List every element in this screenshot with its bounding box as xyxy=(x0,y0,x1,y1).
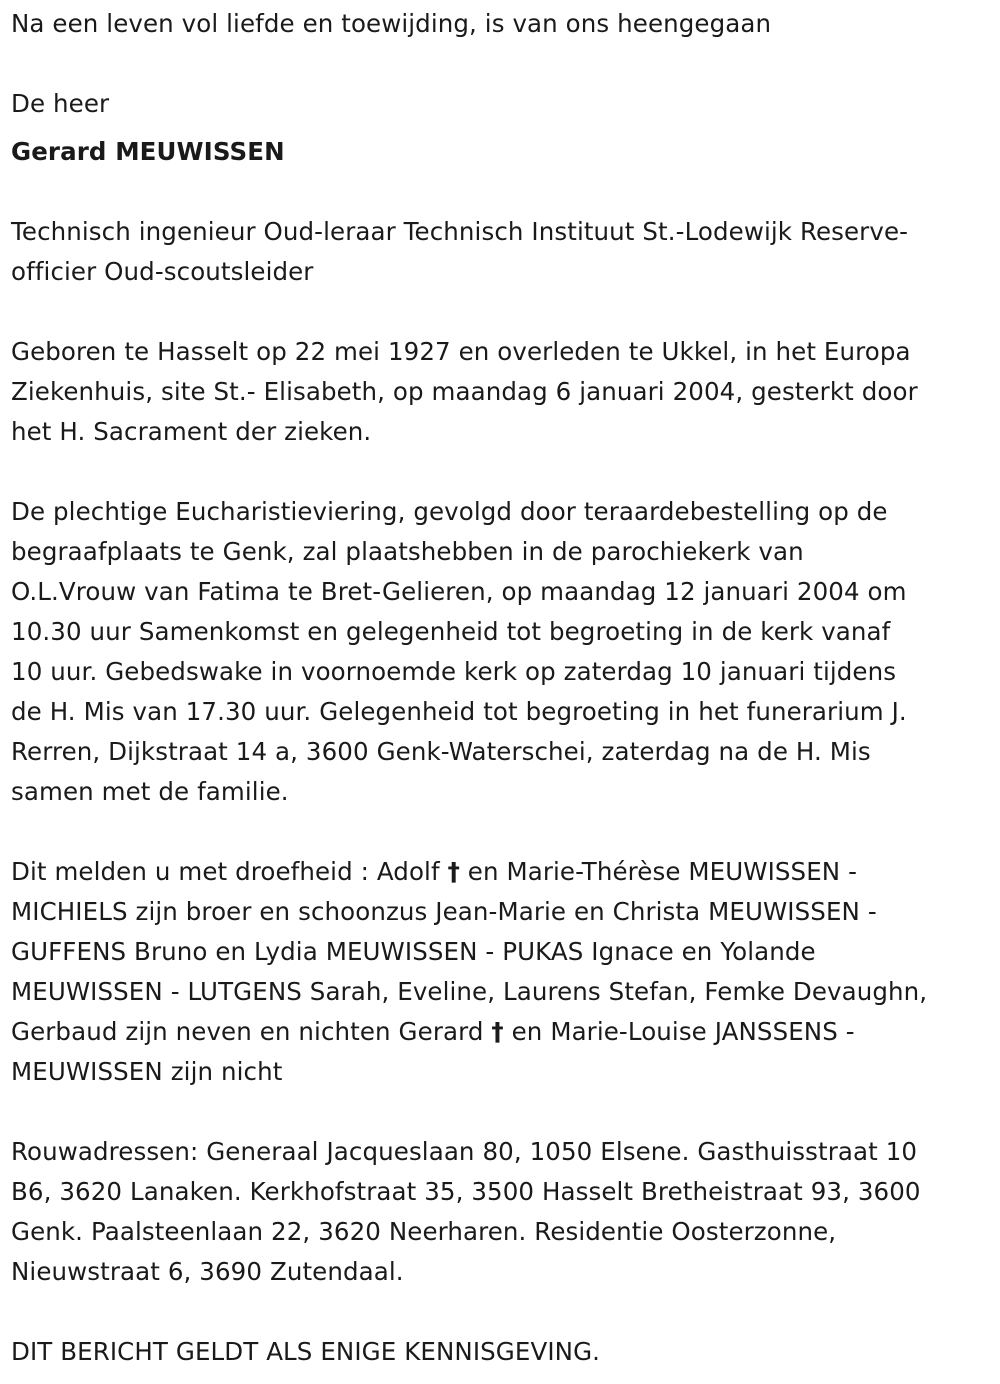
text-line: MEUWISSEN zijn nicht xyxy=(11,1057,283,1086)
text-line: Technisch ingenieur Oud-leraar Technisch Instituut St.-Lodewijk Reserve- xyxy=(11,217,909,246)
text-line: begraafplaats te Genk, zal plaatshebben in de parochiekerk van xyxy=(11,537,804,566)
deceased-name: Gerard MEUWISSEN xyxy=(11,137,285,166)
text-line: officier Oud-scoutsleider xyxy=(11,257,314,286)
text-line: B6, 3620 Lanaken. Kerkhofstraat 35, 3500 Hasselt Bretheistraat 93, 3600 xyxy=(11,1177,921,1206)
cross-icon: † xyxy=(447,857,460,886)
text-line: Genk. Paalsteenlaan 22, 3620 Neerharen. Residentie Oosterzonne, xyxy=(11,1217,837,1246)
cross-icon: † xyxy=(491,1017,504,1046)
text-line: Gerbaud zijn neven en nichten Gerard † en Marie-Louise JANSSENS - xyxy=(11,1017,855,1046)
text-line: de H. Mis van 17.30 uur. Gelegenheid tot begroeting in het funerarium J. xyxy=(11,697,907,726)
intro-line: Na een leven vol liefde en toewijding, is van ons heengegaan xyxy=(11,9,772,38)
family-paragraph xyxy=(11,852,991,1092)
text-line: Geboren te Hasselt op 22 mei 1927 en overleden te Ukkel, in het Europa xyxy=(11,337,911,366)
closing-notice: DIT BERICHT GELDT ALS ENIGE KENNISGEVING. xyxy=(11,1337,601,1366)
titles-paragraph xyxy=(11,212,991,292)
text-line: De plechtige Eucharistieviering, gevolgd door teraardebestelling op de xyxy=(11,497,888,526)
text-line: Ziekenhuis, site St.- Elisabeth, op maandag 6 januari 2004, gesterkt door xyxy=(11,377,918,406)
ceremony-paragraph xyxy=(11,492,991,812)
text-line: 10.30 uur Samenkomst en gelegenheid tot begroeting in de kerk vanaf xyxy=(11,617,891,646)
text-line: Dit melden u met droefheid : Adolf † en Marie-Thérèse MEUWISSEN - xyxy=(11,857,858,886)
birth-death-paragraph xyxy=(11,332,991,452)
obituary-notice xyxy=(11,4,991,1372)
salutation: De heer xyxy=(11,89,110,118)
text-line: GUFFENS Bruno en Lydia MEUWISSEN - PUKAS Ignace en Yolande xyxy=(11,937,816,966)
text-line: O.L.Vrouw van Fatima te Bret-Gelieren, op maandag 12 januari 2004 om xyxy=(11,577,907,606)
text-line: samen met de familie. xyxy=(11,777,289,806)
text-line: MEUWISSEN - LUTGENS Sarah, Eveline, Laurens Stefan, Femke Devaughn, xyxy=(11,977,928,1006)
text-line: Rerren, Dijkstraat 14 a, 3600 Genk-Waterschei, zaterdag na de H. Mis xyxy=(11,737,871,766)
text-line: Rouwadressen: Generaal Jacqueslaan 80, 1050 Elsene. Gasthuisstraat 10 xyxy=(11,1137,918,1166)
addresses-paragraph xyxy=(11,1132,991,1292)
text-line: 10 uur. Gebedswake in voornoemde kerk op zaterdag 10 januari tijdens xyxy=(11,657,897,686)
text-line: het H. Sacrament der zieken. xyxy=(11,417,372,446)
text-line: MICHIELS zijn broer en schoonzus Jean-Marie en Christa MEUWISSEN - xyxy=(11,897,877,926)
text-line: Nieuwstraat 6, 3690 Zutendaal. xyxy=(11,1257,404,1286)
